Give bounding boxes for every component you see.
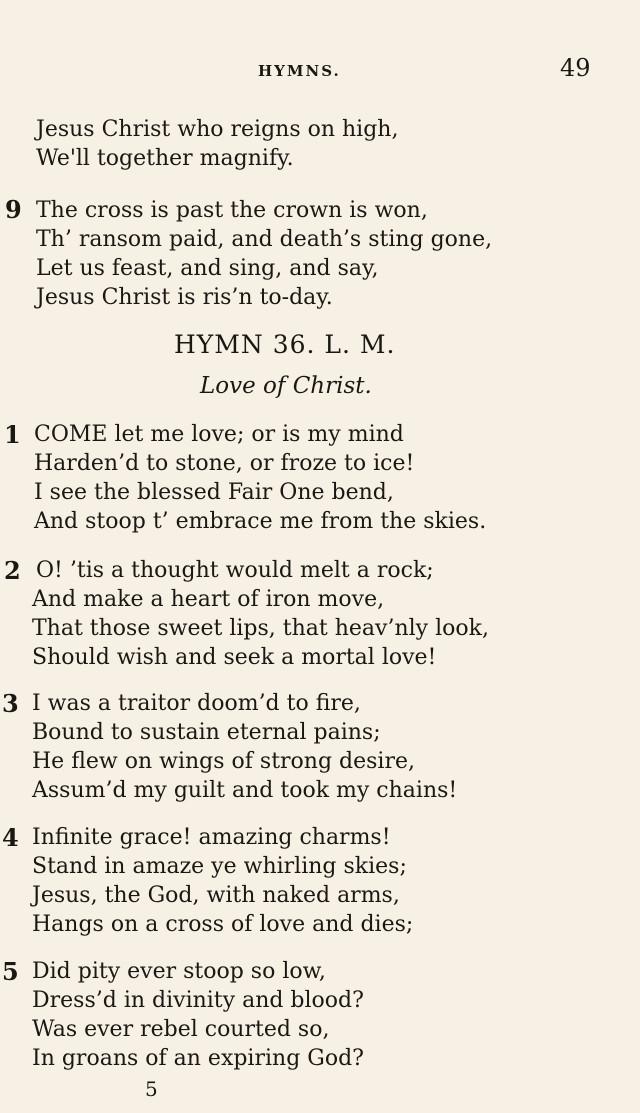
running-head: HYMNS. bbox=[258, 62, 341, 80]
stanza-number: 3 bbox=[2, 689, 19, 718]
signature-mark: 5 bbox=[145, 1077, 158, 1101]
verse-line: Let us feast, and sing, and say, bbox=[36, 256, 379, 281]
verse-line: O! ’tis a thought would melt a rock; bbox=[36, 558, 434, 583]
verse-line: The cross is past the crown is won, bbox=[36, 198, 428, 223]
verse-line: Harden’d to stone, or froze to ice! bbox=[34, 451, 415, 476]
verse-line: He flew on wings of strong desire, bbox=[32, 749, 416, 774]
verse-line: Did pity ever stoop so low, bbox=[32, 959, 326, 984]
stanza-number: 2 bbox=[4, 556, 21, 585]
verse-line: That those sweet lips, that heav’nly look, bbox=[32, 616, 489, 641]
verse-line: Should wish and seek a mortal love! bbox=[32, 645, 437, 670]
verse-line: I was a traitor doom’d to fire, bbox=[32, 691, 361, 716]
hymn-title: HYMN 36. L. M. bbox=[174, 330, 396, 359]
verse-line: I see the blessed Fair One bend, bbox=[34, 480, 394, 505]
verse-line: Dress’d in divinity and blood? bbox=[32, 988, 364, 1013]
verse-line: And stoop t’ embrace me from the skies. bbox=[34, 509, 487, 534]
verse-line: We'll together magnify. bbox=[36, 146, 294, 171]
verse-line: Bound to sustain eternal pains; bbox=[32, 720, 381, 745]
page-number: 49 bbox=[560, 54, 591, 82]
verse-line: COME let me love; or is my mind bbox=[34, 422, 404, 447]
verse-line: Hangs on a cross of love and dies; bbox=[32, 912, 414, 937]
verse-line: Stand in amaze ye whirling skies; bbox=[32, 854, 407, 879]
verse-line: Jesus Christ is ris’n to-day. bbox=[36, 285, 333, 310]
verse-line: Th’ ransom paid, and death’s sting gone, bbox=[36, 227, 493, 252]
stanza-number: 9 bbox=[5, 195, 22, 224]
verse-line: In groans of an expiring God? bbox=[32, 1046, 364, 1071]
verse-line: Infinite grace! amazing charms! bbox=[32, 825, 391, 850]
verse-line: Jesus Christ who reigns on high, bbox=[36, 117, 399, 142]
verse-line: And make a heart of iron move, bbox=[32, 587, 385, 612]
stanza-number: 4 bbox=[2, 823, 19, 852]
verse-line: Jesus, the God, with naked arms, bbox=[32, 883, 400, 908]
verse-line: Assum’d my guilt and took my chains! bbox=[32, 778, 458, 803]
verse-line: Was ever rebel courted so, bbox=[32, 1017, 330, 1042]
stanza-number: 5 bbox=[2, 957, 19, 986]
stanza-number: 1 bbox=[4, 420, 21, 449]
hymn-subtitle: Love of Christ. bbox=[200, 373, 372, 399]
